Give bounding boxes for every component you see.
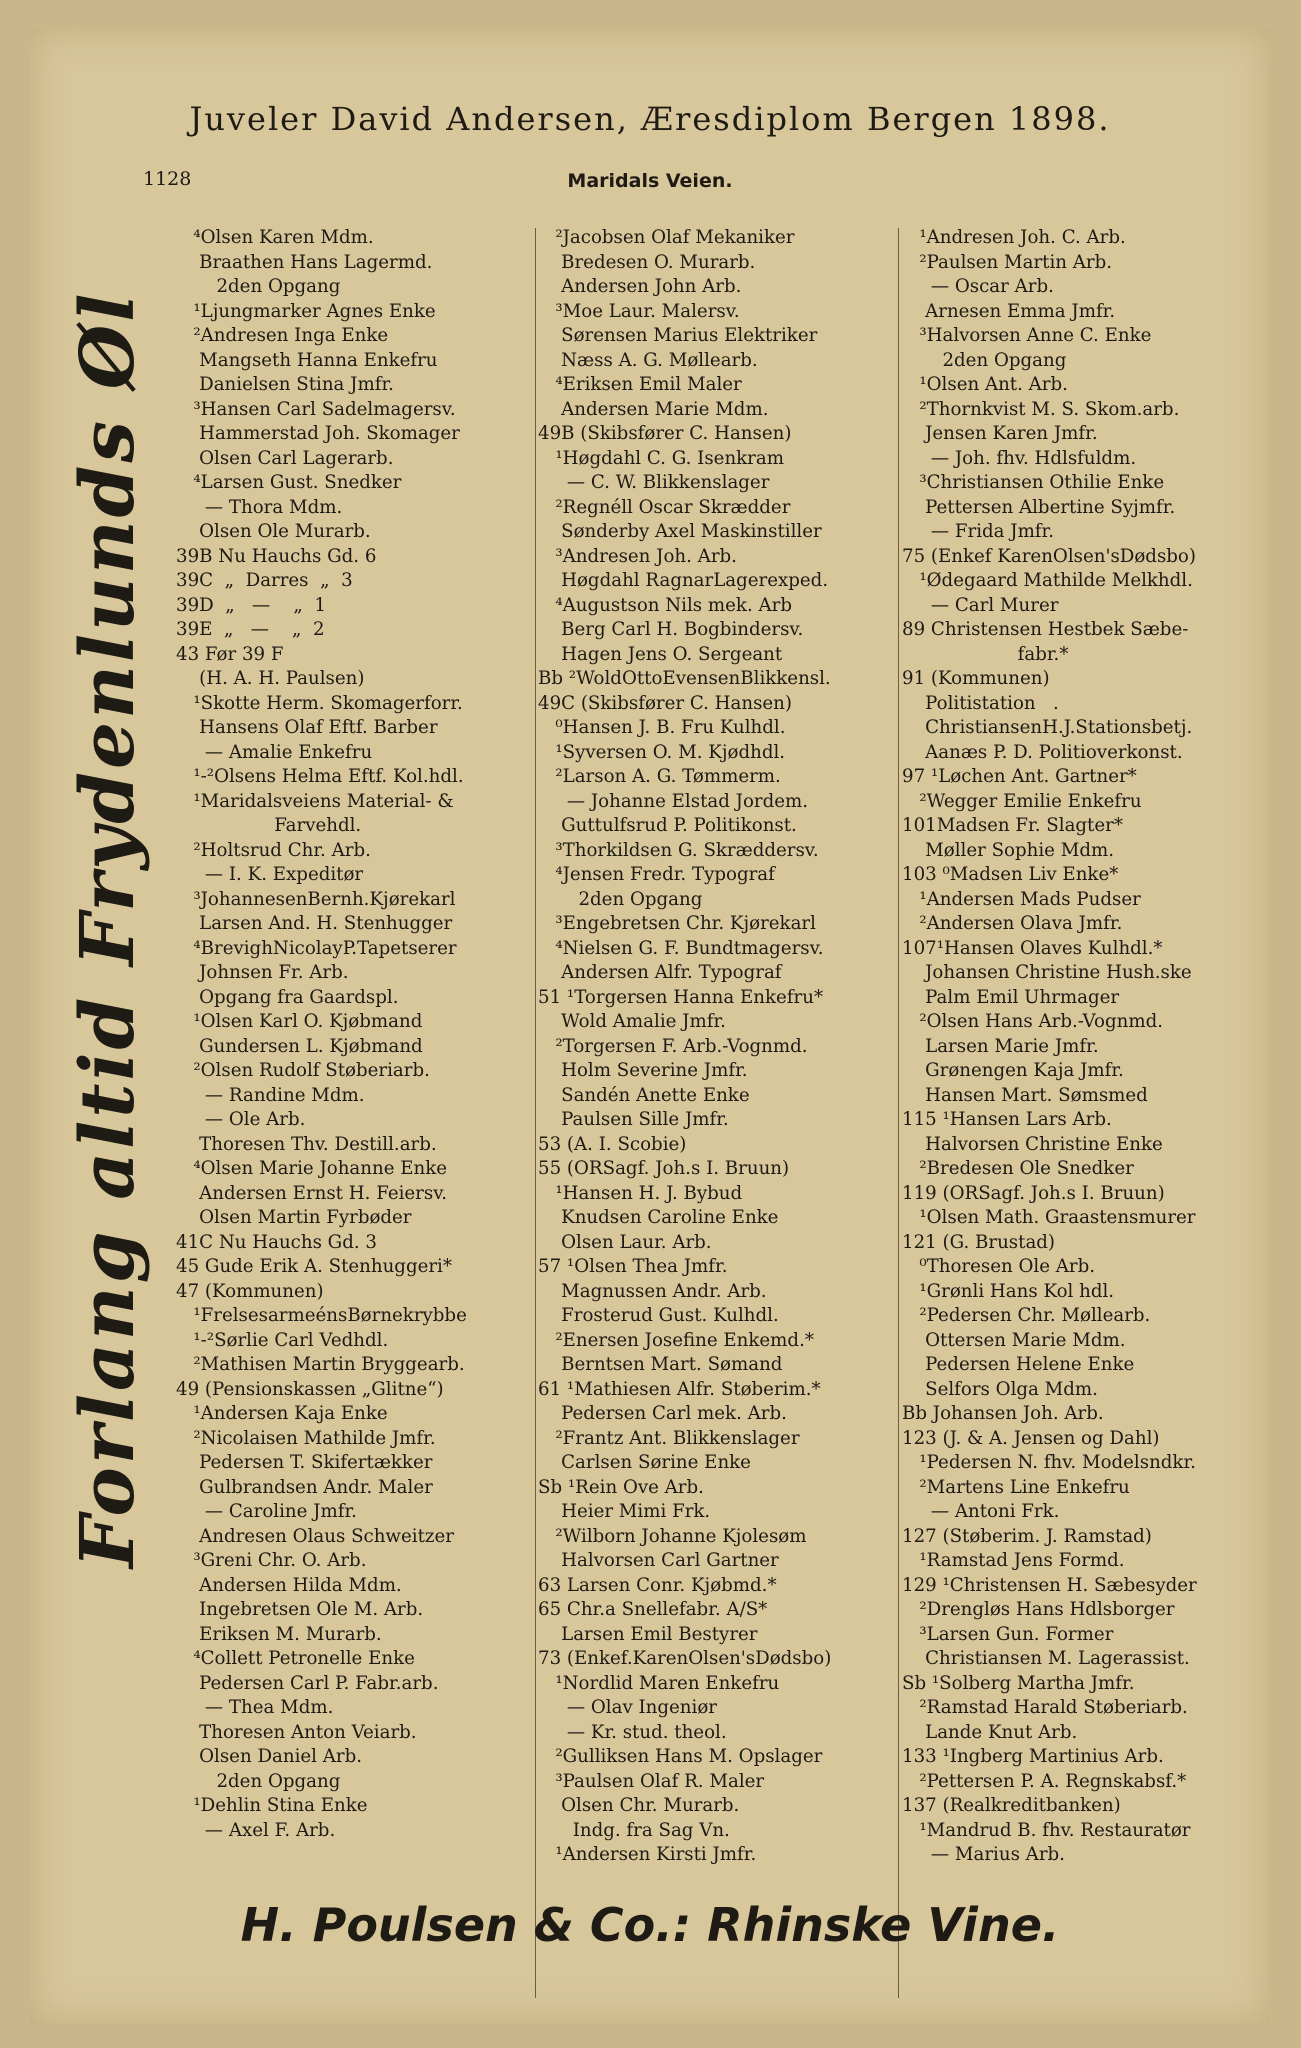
directory-entry: Hansen Mart. Sømsmed xyxy=(902,1084,1148,1106)
directory-entry: Jensen Karen Jmfr. xyxy=(902,423,1098,444)
directory-entry: Olsen Carl Lagerarb. xyxy=(176,447,394,469)
directory-entry: ²Mathisen Martin Bryggearb. xyxy=(176,1354,465,1375)
directory-entry: ³Engebretsen Chr. Kjørekarl xyxy=(538,913,816,934)
directory-entry: Sandén Anette Enke xyxy=(538,1084,750,1106)
directory-entry: 49 (Pensionskassen „Glitne“) xyxy=(176,1378,444,1400)
directory-entry: Møller Sophie Mdm. xyxy=(902,839,1114,861)
directory-entry: Thoresen Thv. Destill.arb. xyxy=(176,1133,437,1155)
directory-entry: ²Larson A. G. Tømmerm. xyxy=(538,766,781,787)
directory-entry: Paulsen Sille Jmfr. xyxy=(538,1109,729,1130)
directory-entry: Hammerstad Joh. Skomager xyxy=(176,423,460,444)
directory-entry: ¹Andersen Kirsti Jmfr. xyxy=(538,1844,757,1865)
directory-entry: Opgang fra Gaardspl. xyxy=(176,986,399,1008)
directory-entry: 129 ¹Christensen H. Sæbesyder xyxy=(902,1574,1197,1596)
directory-entry: ¹Ljungmarker Agnes Enke xyxy=(176,300,436,322)
directory-entry: — Axel F. Arb. xyxy=(176,1819,336,1841)
directory-entry: — Antoni Frk. xyxy=(902,1501,1060,1522)
directory-entry: 89 Christensen Hestbek Sæbe- xyxy=(902,619,1189,640)
directory-entry: Olsen Martin Fyrbøder xyxy=(176,1207,412,1228)
directory-entry: Grønengen Kaja Jmfr. xyxy=(902,1060,1124,1081)
directory-entry: 65 Chr.a Snellefabr. A/S* xyxy=(538,1599,768,1620)
directory-entry: Eriksen M. Murarb. xyxy=(176,1623,382,1645)
side-advertisement: Forlang altid Frydenlunds Øl xyxy=(65,290,151,1568)
directory-entry: ⁴Collett Petronelle Enke xyxy=(176,1648,415,1669)
directory-entry: — Frida Jmfr. xyxy=(902,521,1055,542)
directory-entry: 51 ¹Torgersen Hanna Enkefru* xyxy=(538,986,824,1008)
directory-entry: Hansens Olaf Eftf. Barber xyxy=(176,717,438,738)
directory-entry: ¹Syversen O. M. Kjødhdl. xyxy=(538,741,786,763)
directory-entry: Andersen Marie Mdm. xyxy=(538,398,769,420)
directory-entry: — Randine Mdm. xyxy=(176,1084,365,1106)
directory-entry: ³Larsen Gun. Former xyxy=(902,1623,1114,1645)
directory-entry: ²Holtsrud Chr. Arb. xyxy=(176,839,371,861)
page-number: 1128 xyxy=(143,168,192,190)
directory-entry: ²Drengløs Hans Hdlsborger xyxy=(902,1599,1175,1620)
directory-entry: ¹Dehlin Stina Enke xyxy=(176,1795,368,1816)
directory-entry: Politistation . xyxy=(902,692,1059,714)
directory-entry: — Oscar Arb. xyxy=(902,276,1054,297)
directory-entry: 2den Opgang xyxy=(176,1770,341,1792)
directory-entry: — Olav Ingeniør xyxy=(538,1697,717,1718)
directory-entry: ³Andresen Joh. Arb. xyxy=(538,545,737,567)
directory-entry: 49C (Skibsfører C. Hansen) xyxy=(538,692,792,714)
directory-entry: 107¹Hansen Olaves Kulhdl.* xyxy=(902,937,1163,959)
directory-entry: ⁴Nielsen G. F. Bundtmagersv. xyxy=(538,937,824,959)
directory-entry: ¹Andersen Kaja Enke xyxy=(176,1403,388,1424)
directory-entry: 47 (Kommunen) xyxy=(176,1280,324,1302)
directory-entry: Ingebretsen Ole M. Arb. xyxy=(176,1599,424,1620)
directory-entry: ¹-²Sørlie Carl Vedhdl. xyxy=(176,1329,389,1351)
directory-entry: ²Bredesen Ole Snedker xyxy=(902,1158,1134,1179)
directory-entry: ²Torgersen F. Arb.-Vognmd. xyxy=(538,1035,808,1057)
directory-entry: ¹Hansen H. J. Bybud xyxy=(538,1182,743,1204)
directory-entry: 101Madsen Fr. Slagter* xyxy=(902,815,1123,836)
directory-entry: ¹Andersen Mads Pudser xyxy=(902,888,1141,910)
directory-entry: ²Nicolaisen Mathilde Jmfr. xyxy=(176,1427,436,1449)
directory-entry: ³Greni Chr. O. Arb. xyxy=(176,1550,367,1571)
directory-entry: Thoresen Anton Veiarb. xyxy=(176,1721,417,1743)
directory-entry: Høgdahl RagnarLagerexped. xyxy=(538,570,829,591)
directory-entry: 55 (ORSagf. Joh.s I. Bruun) xyxy=(538,1158,790,1179)
directory-entry: ³Thorkildsen G. Skræddersv. xyxy=(538,839,819,861)
directory-entry: Wold Amalie Jmfr. xyxy=(538,1011,726,1032)
directory-entry: 45 Gude Erik A. Stenhuggeri* xyxy=(176,1256,452,1277)
header-advertisement: Juveler David Andersen, Æresdiplom Bergen 1898. xyxy=(189,100,1111,138)
directory-entry: Selfors Olga Mdm. xyxy=(902,1378,1098,1400)
directory-entry: Carlsen Sørine Enke xyxy=(538,1452,751,1473)
directory-page xyxy=(30,28,1270,2024)
directory-entry: ¹Pedersen N. fhv. Modelsndkr. xyxy=(902,1452,1196,1473)
directory-entry: ¹Grønli Hans Kol hdl. xyxy=(902,1280,1115,1302)
directory-entry: Palm Emil Uhrmager xyxy=(902,986,1120,1008)
directory-entry: 49B (Skibsfører C. Hansen) xyxy=(538,423,792,444)
directory-entry: Berntsen Mart. Sømand xyxy=(538,1354,783,1375)
footer-advertisement: H. Poulsen & Co.: Rhinske Vine. xyxy=(240,1898,1060,1952)
directory-entry: Danielsen Stina Jmfr. xyxy=(176,374,394,395)
directory-entry: Næss A. G. Møllearb. xyxy=(538,349,758,371)
directory-entry: ¹Nordlid Maren Enkefru xyxy=(538,1672,780,1694)
directory-entry: ²Pedersen Chr. Møllearb. xyxy=(902,1305,1151,1326)
directory-entry: Braathen Hans Lagermd. xyxy=(176,251,433,273)
directory-entry: Larsen And. H. Stenhugger xyxy=(176,913,453,934)
directory-entry: — Amalie Enkefru xyxy=(176,741,373,763)
directory-entry: ²Thornkvist M. S. Skom.arb. xyxy=(902,398,1180,420)
directory-entry: ²Olsen Rudolf Støberiarb. xyxy=(176,1060,430,1081)
directory-entry: Pedersen Helene Enke xyxy=(902,1354,1135,1375)
directory-entry: Halvorsen Christine Enke xyxy=(902,1133,1163,1155)
directory-entry: Larsen Marie Jmfr. xyxy=(902,1035,1099,1057)
directory-entry: Bredesen O. Murarb. xyxy=(538,251,756,273)
directory-entry: Sb ¹Rein Ove Arb. xyxy=(538,1476,704,1498)
directory-entry: ¹Olsen Ant. Arb. xyxy=(902,374,1068,395)
directory-entry: Pedersen T. Skifertækker xyxy=(176,1452,433,1473)
directory-entry: 53 (A. I. Scobie) xyxy=(538,1133,687,1155)
directory-entry: Pedersen Carl mek. Arb. xyxy=(538,1403,787,1424)
directory-entry: ²Jacobsen Olaf Mekaniker xyxy=(538,227,795,248)
directory-entry: 39B Nu Hauchs Gd. 6 xyxy=(176,545,377,567)
directory-entry: ¹Ramstad Jens Formd. xyxy=(902,1550,1125,1571)
directory-entry: Gulbrandsen Andr. Maler xyxy=(176,1476,433,1498)
directory-entry: — Kr. stud. theol. xyxy=(538,1721,727,1743)
directory-entry: — C. W. Blikkenslager xyxy=(538,472,770,493)
directory-entry: — Thea Mdm. xyxy=(176,1697,334,1718)
directory-entry: ²Andresen Inga Enke xyxy=(176,325,389,346)
directory-entry: Sørensen Marius Elektriker xyxy=(538,325,818,346)
directory-entry: ¹Maridalsveiens Material- & xyxy=(176,790,454,812)
directory-entry: Olsen Chr. Murarb. xyxy=(538,1795,740,1816)
directory-entry: fabr.* xyxy=(902,643,1069,665)
directory-entry: 137 (Realkreditbanken) xyxy=(902,1795,1121,1816)
directory-entry: — Carl Murer xyxy=(902,594,1059,616)
directory-entry: Hagen Jens O. Sergeant xyxy=(538,643,783,665)
directory-entry: 41C Nu Hauchs Gd. 3 xyxy=(176,1231,377,1253)
directory-entry: ⁰Hansen J. B. Fru Kulhdl. xyxy=(538,717,786,738)
directory-entry: ¹Ødegaard Mathilde Melkhdl. xyxy=(902,570,1193,591)
directory-entry: Magnussen Andr. Arb. xyxy=(538,1280,767,1302)
directory-entry: Pedersen Carl P. Fabr.arb. xyxy=(176,1672,439,1694)
directory-entry: ¹Høgdahl C. G. Isenkram xyxy=(538,447,784,469)
directory-entry: ¹Olsen Karl O. Kjøbmand xyxy=(176,1011,423,1032)
directory-entry: Andersen Hilda Mdm. xyxy=(176,1574,402,1596)
directory-entry: Berg Carl H. Bogbindersv. xyxy=(538,619,804,640)
directory-entry: ²Wegger Emilie Enkefru xyxy=(902,790,1142,812)
directory-entry: ²Andersen Olava Jmfr. xyxy=(902,913,1123,934)
directory-entry: 39E „ — „ 2 xyxy=(176,619,325,640)
directory-entry: Holm Severine Jmfr. xyxy=(538,1060,748,1081)
directory-entry: ²Ramstad Harald Støberiarb. xyxy=(902,1697,1188,1718)
directory-entry: Christiansen M. Lagerassist. xyxy=(902,1648,1190,1669)
directory-entry: (H. A. H. Paulsen) xyxy=(176,668,365,689)
directory-entry: ²Paulsen Martin Arb. xyxy=(902,251,1113,273)
directory-entry: Heier Mimi Frk. xyxy=(538,1501,711,1522)
directory-entry: 75 (Enkef KarenOlsen'sDødsbo) xyxy=(902,545,1196,567)
directory-entry: 103 ⁰Madsen Liv Enke* xyxy=(902,864,1119,885)
directory-entry: ⁴Olsen Karen Mdm. xyxy=(176,227,374,248)
directory-entry: ¹Andresen Joh. C. Arb. xyxy=(902,227,1126,248)
directory-entry: Bb ²WoldOttoEvensenBlikkensl. xyxy=(538,668,831,689)
directory-entry: ¹Olsen Math. Graastensmurer xyxy=(902,1207,1196,1228)
directory-entry: Sønderby Axel Maskinstiller xyxy=(538,521,822,542)
directory-entry: ⁴BrevighNicolayP.Tapetserer xyxy=(176,937,457,959)
directory-entry: ChristiansenH.J.Stationsbetj. xyxy=(902,717,1193,738)
directory-entry: 61 ¹Mathiesen Alfr. Støberim.* xyxy=(538,1378,821,1400)
street-title: Maridals Veien. xyxy=(567,170,733,192)
directory-entry: Andersen Alfr. Typograf xyxy=(538,962,782,983)
directory-entry: 2den Opgang xyxy=(176,276,341,297)
directory-entry: Knudsen Caroline Enke xyxy=(538,1207,779,1228)
directory-entry: Gundersen L. Kjøbmand xyxy=(176,1035,423,1057)
directory-entry: — Marius Arb. xyxy=(902,1844,1065,1865)
directory-entry: Andersen Ernst H. Feiersv. xyxy=(176,1182,448,1204)
directory-entry: 2den Opgang xyxy=(902,349,1067,371)
directory-entry: 2den Opgang xyxy=(538,888,703,910)
directory-entry: Larsen Emil Bestyrer xyxy=(538,1623,758,1645)
directory-entry: ⁴Eriksen Emil Maler xyxy=(538,374,742,395)
directory-entry: — I. K. Expeditør xyxy=(176,864,364,885)
directory-entry: Halvorsen Carl Gartner xyxy=(538,1550,779,1571)
directory-entry: ³JohannesenBernh.Kjørekarl xyxy=(176,888,456,910)
directory-entry: Sb ¹Solberg Martha Jmfr. xyxy=(902,1672,1135,1694)
directory-entry: 43 Før 39 F xyxy=(176,643,284,665)
directory-entry: Indg. fra Sag Vn. xyxy=(538,1819,730,1841)
directory-column-1 xyxy=(176,226,538,1843)
directory-entry: Aanæs P. D. Politioverkonst. xyxy=(902,741,1183,763)
directory-entry: Bb Johansen Joh. Arb. xyxy=(902,1403,1104,1424)
directory-entry: Mangseth Hanna Enkefru xyxy=(176,349,438,371)
directory-column-2 xyxy=(538,226,908,1868)
directory-entry: ²Regnéll Oscar Skrædder xyxy=(538,496,791,518)
directory-entry: 39C „ Darres „ 3 xyxy=(176,570,353,591)
directory-entry: Johansen Christine Hush.ske xyxy=(902,962,1192,983)
directory-entry: — Caroline Jmfr. xyxy=(176,1501,357,1522)
directory-entry: ⁴Larsen Gust. Snedker xyxy=(176,472,402,493)
directory-entry: ⁴Olsen Marie Johanne Enke xyxy=(176,1158,448,1179)
directory-entry: ¹Skotte Herm. Skomagerforr. xyxy=(176,692,463,714)
directory-entry: ²Gulliksen Hans M. Opslager xyxy=(538,1746,823,1767)
directory-entry: ²Enersen Josefine Enkemd.* xyxy=(538,1329,814,1351)
directory-entry: 39D „ — „ 1 xyxy=(176,594,326,616)
directory-entry: Frosterud Gust. Kulhdl. xyxy=(538,1305,779,1326)
directory-entry: Guttulfsrud P. Politikonst. xyxy=(538,815,797,836)
directory-entry: ⁰Thoresen Ole Arb. xyxy=(902,1256,1096,1277)
directory-entry: ³Moe Laur. Malersv. xyxy=(538,300,740,322)
directory-entry: ²Olsen Hans Arb.-Vognmd. xyxy=(902,1011,1163,1032)
directory-entry: ²Pettersen P. A. Regnskabsf.* xyxy=(902,1770,1187,1792)
directory-entry: Olsen Ole Murarb. xyxy=(176,521,371,542)
directory-entry: Olsen Laur. Arb. xyxy=(538,1231,712,1253)
directory-entry: ¹Mandrud B. fhv. Restauratør xyxy=(902,1819,1191,1841)
directory-entry: Andresen Olaus Schweitzer xyxy=(176,1525,454,1547)
directory-entry: 57 ¹Olsen Thea Jmfr. xyxy=(538,1256,728,1277)
directory-entry: ³Halvorsen Anne C. Enke xyxy=(902,325,1152,346)
directory-entry: — Ole Arb. xyxy=(176,1109,306,1130)
directory-entry: 63 Larsen Conr. Kjøbmd.* xyxy=(538,1574,777,1596)
directory-entry: Johnsen Fr. Arb. xyxy=(176,962,349,983)
directory-entry: 127 (Støberim. J. Ramstad) xyxy=(902,1525,1152,1547)
directory-entry: ²Frantz Ant. Blikkenslager xyxy=(538,1427,800,1449)
directory-entry: — Johanne Elstad Jordem. xyxy=(538,790,809,812)
directory-entry: 123 (J. & A. Jensen og Dahl) xyxy=(902,1427,1160,1449)
directory-entry: 115 ¹Hansen Lars Arb. xyxy=(902,1109,1112,1130)
directory-entry: ²Wilborn Johanne Kjolesøm xyxy=(538,1525,807,1547)
directory-entry: Farvehdl. xyxy=(176,815,362,836)
directory-entry: 97 ¹Løchen Ant. Gartner* xyxy=(902,766,1137,787)
directory-entry: ¹FrelsesarmeénsBørnekrybbe xyxy=(176,1305,467,1326)
directory-entry: ²Martens Line Enkefru xyxy=(902,1476,1130,1498)
directory-entry: ⁴Augustson Nils mek. Arb xyxy=(538,594,792,616)
directory-entry: 119 (ORSagf. Joh.s I. Bruun) xyxy=(902,1182,1165,1204)
directory-entry: Arnesen Emma Jmfr. xyxy=(902,300,1116,322)
directory-entry: ⁴Jensen Fredr. Typograf xyxy=(538,864,775,885)
directory-entry: Olsen Daniel Arb. xyxy=(176,1746,363,1767)
directory-entry: — Joh. fhv. Hdlsfuldm. xyxy=(902,447,1137,469)
directory-entry: ³Paulsen Olaf R. Maler xyxy=(538,1770,765,1792)
directory-entry: 91 (Kommunen) xyxy=(902,668,1050,689)
directory-entry: ³Hansen Carl Sadelmagersv. xyxy=(176,398,456,420)
directory-entry: 133 ¹Ingberg Martinius Arb. xyxy=(902,1746,1164,1767)
directory-entry: ¹-²Olsens Helma Eftf. Kol.hdl. xyxy=(176,766,464,787)
directory-entry: Pettersen Albertine Syjmfr. xyxy=(902,496,1176,518)
directory-entry: Andersen John Arb. xyxy=(538,276,742,297)
directory-entry: Lande Knut Arb. xyxy=(902,1721,1078,1743)
directory-entry: ³Christiansen Othilie Enke xyxy=(902,472,1165,493)
directory-entry: Ottersen Marie Mdm. xyxy=(902,1329,1126,1351)
directory-entry: 121 (G. Brustad) xyxy=(902,1231,1056,1253)
directory-entry: — Thora Mdm. xyxy=(176,496,343,518)
directory-entry: 73 (Enkef.KarenOlsen'sDødsbo) xyxy=(538,1648,832,1669)
directory-column-3 xyxy=(902,226,1282,1868)
